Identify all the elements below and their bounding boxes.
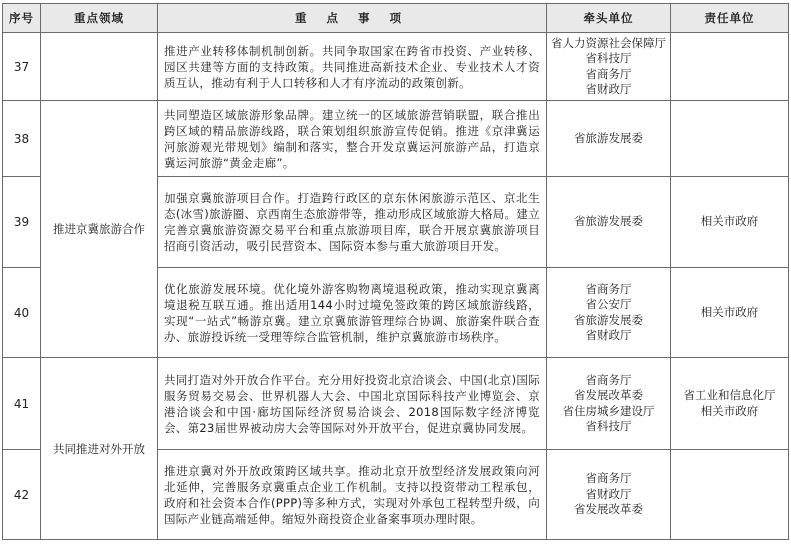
- resp-units-empty: [671, 33, 789, 101]
- lead-unit: 省发展改革委: [574, 388, 643, 402]
- resp-units-empty: [671, 101, 789, 177]
- header-area: 重点领域: [41, 4, 158, 33]
- area-tourism: 推进京冀旅游合作: [41, 101, 158, 358]
- lead-unit: 省人力资源社会保障厅: [551, 35, 666, 50]
- header-task: 重 点 事 项: [158, 4, 547, 33]
- task-text: 加强京冀旅游项目合作。打造跨行政区的京东休闲旅游示范区、京北生态(冰雪)旅游圈、京西南生态旅游带等，推动形成区域旅游大格局。建立完善京冀旅游资源交易平台和重点旅游项目库，联合开展京冀旅游项目招商引资活动，吸引民营资本、国际资本参与重大旅游项目开发。: [158, 177, 547, 268]
- row-number: 37: [3, 33, 41, 101]
- resp-unit: 省工业和信息化厅: [683, 388, 776, 402]
- resp-unit: 相关市政府: [700, 304, 759, 319]
- lead-unit: 省商务厅: [585, 471, 632, 486]
- area-cell-empty: [41, 33, 158, 101]
- lead-unit: 省财政厅: [585, 486, 632, 501]
- header-num: 序号: [3, 4, 41, 33]
- resp-units: [671, 268, 789, 358]
- resp-unit: 相关市政府: [700, 403, 759, 418]
- lead-units: [547, 450, 671, 540]
- row-number: 39: [3, 177, 41, 268]
- lead-unit: 省旅游发展委: [574, 312, 643, 327]
- header-resp: 责任单位: [671, 4, 789, 33]
- table-row: [3, 33, 789, 101]
- lead-unit: 省公安厅: [585, 297, 632, 311]
- lead-unit: 省商务厅: [585, 281, 632, 296]
- area-opening: 共同推进对外开放: [41, 358, 158, 540]
- header-row: [3, 4, 789, 33]
- row-number: 42: [3, 450, 41, 540]
- task-text: 推进京冀对外开放政策跨区域共享。推动北京开放型经济发展政策向河北延伸，完善服务京冀重点企业工作机制。支持以投资带动工程承包，政府和社会资本合作(PPP)等多种方式，实现对外承包工程转型升级，向国际产业链高端延伸。缩短外商投资企业备案事项办理时限。: [158, 450, 547, 540]
- resp-unit: 相关市政府: [700, 214, 759, 229]
- header-lead: 牵头单位: [547, 4, 671, 33]
- lead-unit: 省商务厅: [585, 372, 632, 387]
- lead-units: [547, 33, 671, 101]
- lead-unit: 省住房城乡建设厅: [562, 403, 655, 418]
- lead-units: [547, 177, 671, 268]
- resp-units: [671, 358, 789, 450]
- lead-unit: 省财政厅: [585, 328, 632, 342]
- task-text: 推进产业转移体制机制创新。共同争取国家在跨省市投资、产业转移、园区共建等方面的支持政策。共同推进高新技术企业、专业技术人才资质互认，推动有利于人口转移和人才有序流动的政策创新。: [158, 33, 547, 101]
- lead-units: [547, 268, 671, 358]
- lead-unit: 省发展改革委: [574, 502, 643, 517]
- row-number: 40: [3, 268, 41, 358]
- task-text: 共同打造对外开放合作平台。充分用好投资北京洽谈会、中国(北京)国际服务贸易交易会、世界机器人大会、中国北京国际科技产业博览会、京港洽谈会和中国·廊坊国际经济贸易洽谈会、2018国际数字经济博览会、第23届世界被动房大会等国际对外开放平台，促进京冀协同发展。: [158, 358, 547, 450]
- lead-unit: 省旅游发展委: [574, 130, 643, 145]
- table-row: [3, 101, 789, 177]
- lead-units: [547, 101, 671, 177]
- resp-units-empty: [671, 450, 789, 540]
- table-row: [3, 358, 789, 450]
- row-number: 38: [3, 101, 41, 177]
- lead-unit: 省科技厅: [585, 51, 632, 65]
- task-text: 共同塑造区域旅游形象品牌。建立统一的区域旅游营销联盟，联合推出跨区域的精品旅游线路，联合策划组织旅游宣传促销。推进《京津冀运河旅游观光带规划》编制和落实，整合开发京冀运河旅游产品，打造京冀运河旅游“黄金走廊”。: [158, 101, 547, 177]
- lead-unit: 省科技厅: [585, 419, 632, 433]
- resp-units: [671, 177, 789, 268]
- task-text: 优化旅游发展环境。优化境外游客购物离境退税政策，推动实现京冀离境退税互联互通。推出适用144小时过境免签政策的跨区域旅游线路，实现“一站式”畅游京冀。建立京冀旅游管理综合协调、旅游案件联合查办、旅游投诉统一受理等综合监管机制，维护京冀旅游市场秩序。: [158, 268, 547, 358]
- lead-units: [547, 358, 671, 450]
- policy-table: [2, 3, 789, 540]
- row-number: 41: [3, 358, 41, 450]
- lead-unit: 省财政厅: [585, 82, 632, 96]
- lead-unit: 省商务厅: [585, 66, 632, 81]
- lead-unit: 省旅游发展委: [574, 214, 643, 229]
